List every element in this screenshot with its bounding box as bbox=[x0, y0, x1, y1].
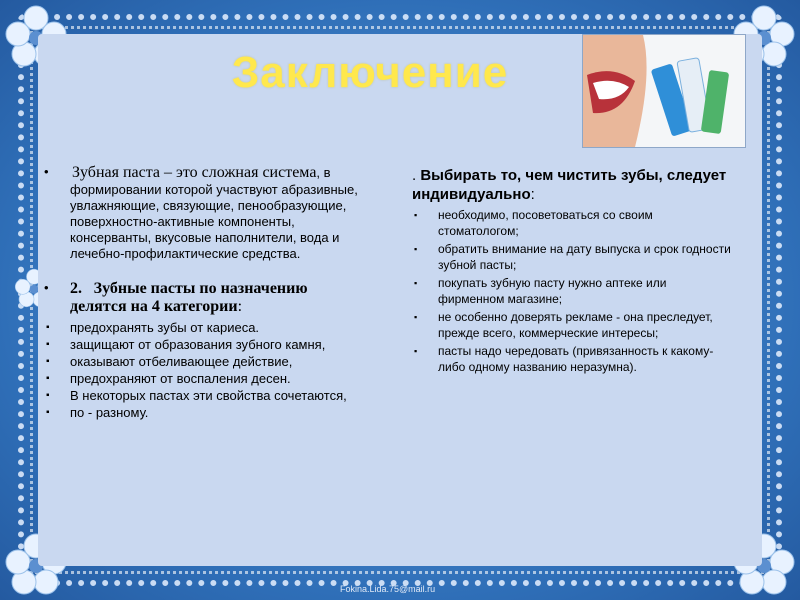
list-item: ▪ В некоторых пастах эти свойства сочетаются, bbox=[44, 388, 364, 404]
paragraph-categories bbox=[44, 280, 364, 316]
heading-bold: Выбирать то, чем чистить зубы, следует индивидуально bbox=[412, 167, 727, 203]
heading-colon: : bbox=[530, 186, 535, 203]
author-watermark: Fokina.Lida.75@mail.ru bbox=[340, 584, 436, 594]
list-item: ▪ обратить внимание на дату выпуска и срок годности зубной пасты; bbox=[412, 242, 732, 273]
categories-bold: Зубные пасты по назначению делятся на 4 категории bbox=[70, 280, 308, 315]
list-item: ▪ оказывают отбеливающее действие, bbox=[44, 354, 364, 370]
paragraph-composition bbox=[44, 164, 364, 262]
list-item: ▪ необходимо, посоветоваться со своим стоматологом; bbox=[412, 208, 732, 239]
list-item: ▪ предохраняют от воспаления десен. bbox=[44, 371, 364, 387]
composition-text: , в формировании которой участвуют абразивные, увлажняющие, связующие, пенообразующие, поверхностно-активные компоненты, консерванты, вкусовые наполнители, вода и лечебно-профилактические средства. bbox=[70, 165, 358, 261]
composition-bold: Зубная паста – это сложная система bbox=[72, 164, 317, 181]
left-column bbox=[44, 164, 364, 422]
list-item: ▪ не особенно доверять рекламе - она преследует, прежде всего, коммерческие интересы; bbox=[412, 310, 732, 341]
list-item: ▪ покупать зубную пасту нужно аптеке или фирменном магазине; bbox=[412, 276, 732, 307]
categories-list bbox=[44, 320, 364, 421]
categories-number: 2. bbox=[70, 280, 82, 297]
list-item: ▪ предохранять зубы от кариеса. bbox=[44, 320, 364, 336]
right-column bbox=[412, 166, 732, 378]
slide-title: Заключение bbox=[231, 48, 509, 97]
list-item: ▪ по - разному. bbox=[44, 405, 364, 421]
heading-prefix: . bbox=[412, 167, 417, 184]
bullet-icon: • bbox=[44, 280, 49, 295]
advice-list bbox=[412, 208, 732, 375]
smile-toothpaste-image bbox=[583, 35, 745, 147]
list-item: ▪ защищают от образования зубного камня, bbox=[44, 337, 364, 353]
bullet-icon: • bbox=[44, 164, 49, 179]
list-item: ▪ пасты надо чередовать (привязанность к какому-либо одному названию неразумна). bbox=[412, 344, 732, 375]
toothpaste-photo bbox=[582, 34, 746, 148]
advice-heading bbox=[412, 166, 732, 204]
categories-colon: : bbox=[237, 298, 243, 315]
